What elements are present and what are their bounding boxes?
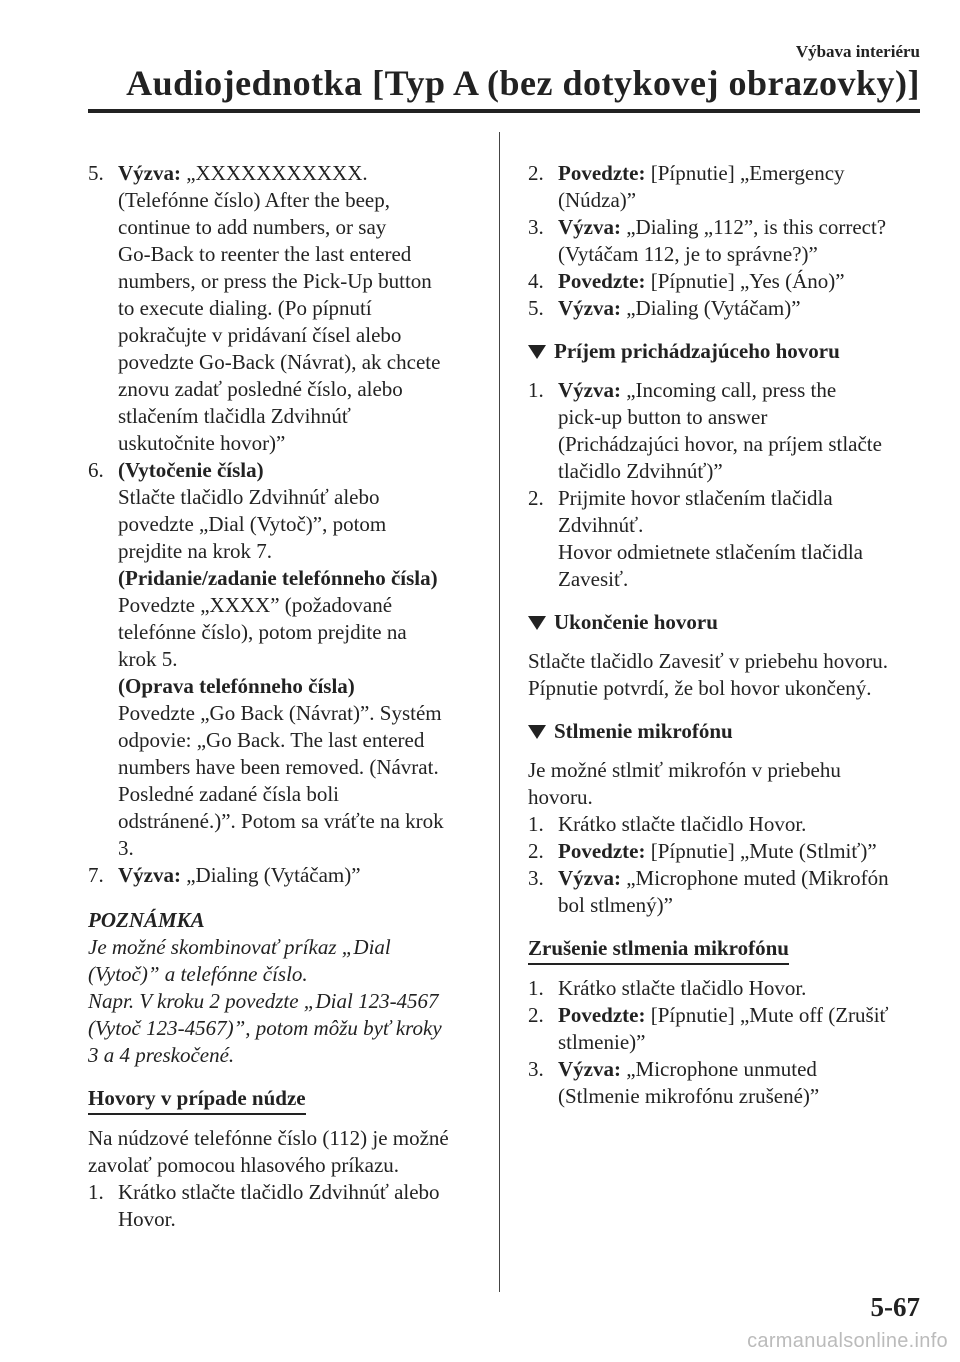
emergency-step-5	[528, 295, 920, 322]
text-line: povedzte „Dial (Vytoč)”, potom	[118, 512, 387, 536]
mute-step-2	[528, 838, 920, 865]
unmute-step-3	[528, 1056, 920, 1110]
text-line: telefónne číslo), potom prejdite na	[118, 620, 407, 644]
column-divider	[499, 132, 500, 1292]
step-label: Výzva:	[558, 378, 621, 402]
step-label: Povedzte:	[558, 1003, 646, 1027]
text-line: Krátko stlačte tlačidlo Hovor.	[558, 812, 807, 836]
step-label: Výzva:	[558, 296, 621, 320]
step-7	[88, 862, 478, 889]
step-label: Výzva:	[558, 866, 621, 890]
text-line: tlačidlo Zdvihnúť)”	[558, 459, 723, 483]
text-line: Hovor odmietnete stlačením tlačidla	[558, 540, 863, 564]
text-line: numbers, or press the Pick-Up button	[118, 269, 432, 293]
triangle-down-icon	[528, 616, 546, 630]
text-line: odstránené.)”. Potom sa vráťte na krok	[118, 809, 444, 833]
text-line: Povedzte „Go Back (Návrat)”. Systém	[118, 701, 442, 725]
text-line: povedzte Go-Back (Návrat), ak chcete	[118, 350, 441, 374]
step-number: 3.	[528, 866, 544, 890]
emergency-step-1	[88, 1179, 478, 1233]
step-6	[88, 457, 478, 862]
step-number: 1.	[528, 378, 544, 402]
text-line: Zdvihnúť.	[558, 513, 644, 537]
triangle-down-icon	[528, 725, 546, 739]
section-title: Príjem prichádzajúceho hovoru	[554, 339, 840, 363]
text-line: Povedzte „XXXX” (požadované	[118, 593, 393, 617]
text-line: stlmenie)”	[558, 1030, 646, 1054]
step-number: 1.	[528, 812, 544, 836]
text-line: 3 a 4 preskočené.	[88, 1043, 235, 1067]
text-line: hovoru.	[528, 785, 593, 809]
step-label: Povedzte:	[558, 839, 646, 863]
text-line: Stlačte tlačidlo Zdvihnúť alebo	[118, 485, 380, 509]
right-column	[528, 160, 920, 1110]
text-line: Krátko stlačte tlačidlo Hovor.	[558, 976, 807, 1000]
mute-step-3	[528, 865, 920, 919]
text-line: Krátko stlačte tlačidlo Zdvihnúť alebo	[118, 1180, 440, 1204]
step-label: Výzva:	[558, 215, 621, 239]
note-body	[88, 934, 478, 1069]
emergency-step-2	[528, 160, 920, 214]
page-title: Audiojednotka [Typ A (bez dotykovej obrazovky)]	[126, 63, 920, 103]
mute-heading	[528, 718, 920, 745]
left-column	[88, 160, 478, 1233]
step-5	[88, 160, 478, 457]
step-label: Výzva:	[118, 161, 181, 185]
step-number: 2.	[528, 486, 544, 510]
text-line: Prijmite hovor stlačením tlačidla	[558, 486, 833, 510]
text-line: (Telefónne číslo) After the beep,	[118, 188, 390, 212]
text-line: zavolať pomocou hlasového príkazu.	[88, 1153, 400, 1177]
header-rule	[88, 109, 920, 113]
step-label: Výzva:	[558, 1057, 621, 1081]
text-line: uskutočnite hovor)”	[118, 431, 286, 455]
text-line: Posledné zadané čísla boli	[118, 782, 340, 806]
emergency-step-3	[528, 214, 920, 268]
text-line: znovu zadať posledné číslo, alebo	[118, 377, 403, 401]
text-line: Stlačte tlačidlo Zavesiť v priebehu hovoru.	[528, 649, 889, 673]
text-line: Zavesiť.	[558, 567, 629, 591]
unmute-step-2	[528, 1002, 920, 1056]
unmute-step-1	[528, 975, 920, 1002]
option-heading: (Oprava telefónneho čísla)	[118, 674, 355, 698]
text-line: Go-Back to reenter the last entered	[118, 242, 412, 266]
text-line: stlačením tlačidla Zdvihnúť	[118, 404, 351, 428]
step-number: 1.	[528, 976, 544, 1000]
step-number: 6.	[88, 458, 104, 482]
text-line: „XXXXXXXXXXX.	[186, 161, 368, 185]
text-line: Je možné stlmiť mikrofón v priebehu	[528, 758, 841, 782]
text-line: [Pípnutie] „Yes (Áno)”	[650, 269, 845, 293]
step-number: 5.	[88, 161, 104, 185]
incoming-step-1	[528, 377, 920, 485]
text-line: krok 5.	[118, 647, 178, 671]
header-section: Výbava interiéru	[795, 42, 920, 61]
step-number: 3.	[528, 1057, 544, 1081]
text-line: bol stlmený)”	[558, 893, 673, 917]
text-line: Je možné skombinovať príkaz „Dial	[88, 935, 391, 959]
text-line: Hovor.	[118, 1207, 176, 1231]
step-label: Povedzte:	[558, 269, 646, 293]
page-number: 5-67	[870, 1292, 920, 1322]
text-line: [Pípnutie] „Emergency	[650, 161, 845, 185]
text-line: (Vytoč)” a telefónne číslo.	[88, 962, 308, 986]
text-line: numbers have been removed. (Návrat.	[118, 755, 439, 779]
text-line: Na núdzové telefónne číslo (112) je možné	[88, 1126, 449, 1150]
text-line: „Incoming call, press the	[626, 378, 837, 402]
text-line: Pípnutie potvrdí, že bol hovor ukončený.	[528, 676, 872, 700]
emergency-heading: Hovory v prípade núdze	[88, 1085, 306, 1115]
text-line: [Pípnutie] „Mute off (Zrušiť	[650, 1003, 889, 1027]
text-line: [Pípnutie] „Mute (Stlmiť)”	[650, 839, 877, 863]
incoming-step-2	[528, 485, 920, 593]
end-call-heading	[528, 609, 920, 636]
text-line: (Núdza)”	[558, 188, 637, 212]
step-number: 2.	[528, 1003, 544, 1027]
option-heading: (Vytočenie čísla)	[118, 458, 264, 482]
text-line: (Vytáčam 112, je to správne?)”	[558, 242, 818, 266]
text-line: „Microphone unmuted	[626, 1057, 817, 1081]
text-line: (Vytoč 123-4567)”, potom môžu byť kroky	[88, 1016, 442, 1040]
step-number: 7.	[88, 863, 104, 887]
text-line: pokračujte v pridávaní čísel alebo	[118, 323, 402, 347]
text-line: (Stlmenie mikrofónu zrušené)”	[558, 1084, 820, 1108]
watermark: carmanualsonline.info	[747, 1330, 948, 1352]
text-line: prejdite na krok 7.	[118, 539, 272, 563]
text-line: to execute dialing. (Po pípnutí	[118, 296, 372, 320]
step-label: Povedzte:	[558, 161, 646, 185]
text-line: 3.	[118, 836, 134, 860]
unmute-heading: Zrušenie stlmenia mikrofónu	[528, 935, 789, 965]
text-line: odpovie: „Go Back. The last entered	[118, 728, 425, 752]
incoming-call-heading	[528, 338, 920, 365]
text-line: „Dialing „112”, is this correct?	[626, 215, 887, 239]
mute-step-1	[528, 811, 920, 838]
step-number: 4.	[528, 269, 544, 293]
step-number: 1.	[88, 1180, 104, 1204]
section-title: Ukončenie hovoru	[554, 610, 718, 634]
text-line: „Microphone muted (Mikrofón	[626, 866, 889, 890]
text-line: (Prichádzajúci hovor, na príjem stlačte	[558, 432, 882, 456]
triangle-down-icon	[528, 345, 546, 359]
step-label: Výzva:	[118, 863, 181, 887]
text-line: pick-up button to answer	[558, 405, 768, 429]
note-title: POZNÁMKA	[88, 908, 205, 932]
option-heading: (Pridanie/zadanie telefónneho čísla)	[118, 566, 438, 590]
text-line: Napr. V kroku 2 povedzte „Dial 123-4567	[88, 989, 439, 1013]
step-number: 3.	[528, 215, 544, 239]
text-line: „Dialing (Vytáčam)”	[186, 863, 361, 887]
step-number: 2.	[528, 839, 544, 863]
text-line: continue to add numbers, or say	[118, 215, 387, 239]
step-number: 2.	[528, 161, 544, 185]
text-line: „Dialing (Vytáčam)”	[626, 296, 801, 320]
emergency-step-4	[528, 268, 920, 295]
step-number: 5.	[528, 296, 544, 320]
section-title: Stlmenie mikrofónu	[554, 719, 733, 743]
